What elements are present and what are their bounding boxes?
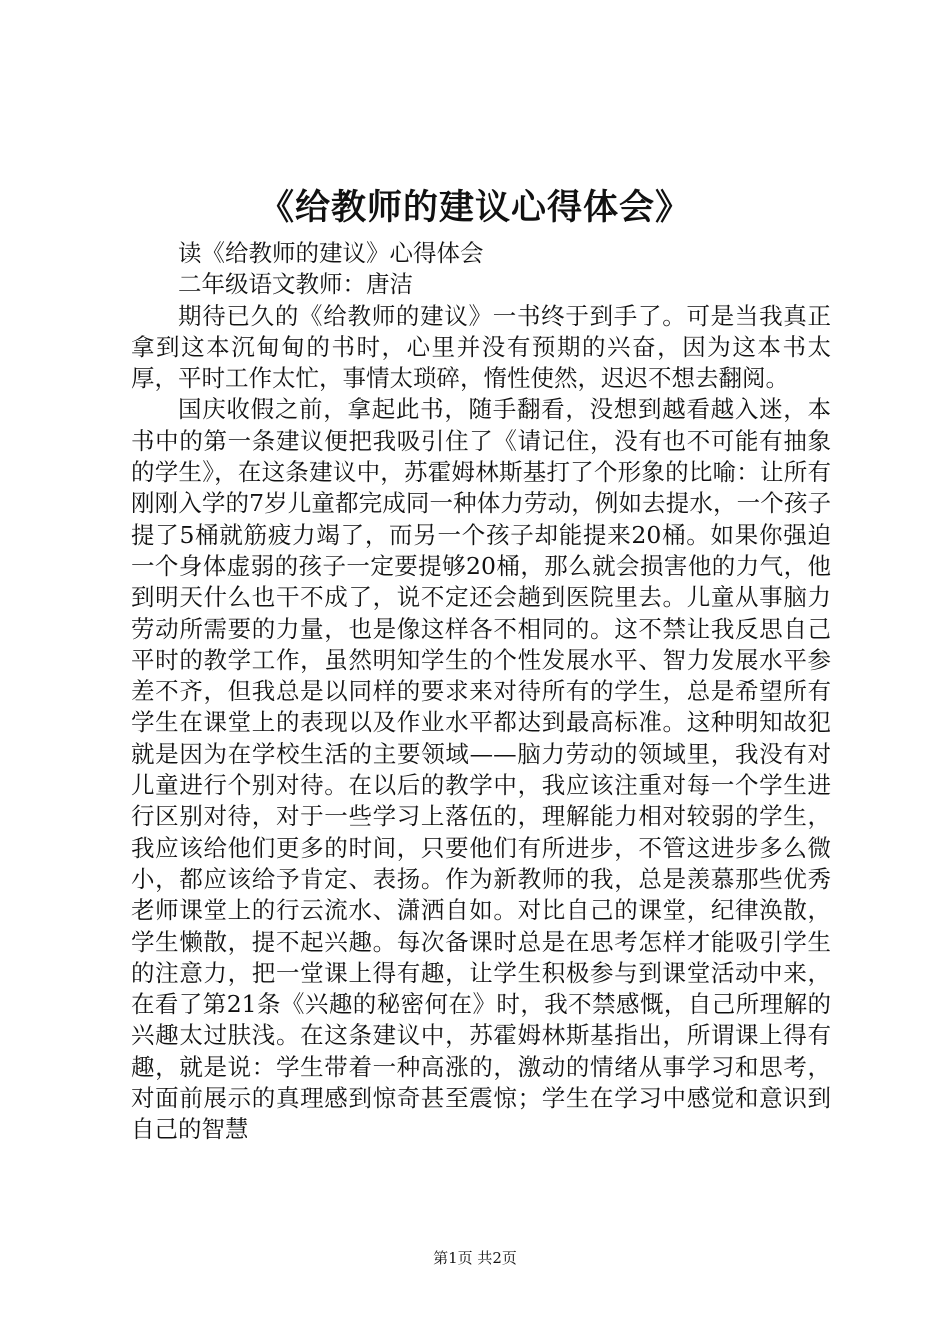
document-body — [131, 238, 831, 1146]
author-line: 二年级语文教师：唐洁 — [178, 270, 413, 299]
document-title: 《给教师的建议心得体会》 — [258, 187, 691, 228]
page-footer: 第1页 共2页 — [433, 1249, 517, 1267]
subtitle-line: 读《给教师的建议》心得体会 — [178, 239, 484, 267]
paragraph: 期待已久的《给教师的建议》一书终于到手了。可是当我真正拿到这本沉甸甸的书时，心里并没有预期的兴奋，因为这本书太厚，平时工作太忙，事情太琐碎，惰性使然，迟迟不想去翻阅。 — [131, 301, 831, 393]
paragraph: 国庆收假之前，拿起此书，随手翻看，没想到越看越入迷，本书中的第一条建议便把我吸引住了《请记住，没有也不可能有抽象的学生》，在这条建议中，苏霍姆林斯基打了个形象的比喻：让所有刚刚入学的7岁儿童都完成同一种体力劳动，例如去提水，一个孩子提了5桶就筋疲力竭了，而另一个孩子却能提来20桶。如果你强迫一个身体虚弱的孩子一定要提够20桶，那么就会损害他的力气，他到明天什么也干不成了，说不定还会趟到医院里去。儿童从事脑力劳动所需要的力量，也是像这样各不相同的。这不禁让我反思自己平时的教学工作，虽然明知学生的个性发展水平、智力发展水平参差不齐，但我总是以同样的要求来对待所有的学生，总是希望所有学生在课堂上的表现以及作业水平都达到最高标准。这种明知故犯就是因为在学校生活的主要领域——脑力劳动的领域里，我没有对儿童进行个别对待。在以后的教学中，我应该注重对每一个学生进行区别对待，对于一些学习上落伍的，理解能力相对较弱的学生，我应该给他们更多的时间，只要他们有所进步，不管这进步多么微小，都应该给予肯定、表扬。作为新教师的我，总是羡慕那些优秀老师课堂上的行云流水、潇洒自如。对比自己的课堂，纪律涣散，学生懒散，提不起兴趣。每次备课时总是在思考怎样才能吸引学生的注意力，把一堂课上得有趣，让学生积极参与到课堂活动中来，在看了第21条《兴趣的秘密何在》时，我不禁感慨，自己所理解的兴趣太过肤浅。在这条建议中，苏霍姆林斯基指出，所谓课上得有趣，就是说：学生带着一种高涨的，激动的情绪从事学习和思考，对面前展示的真理感到惊奇甚至震惊；学生在学习中感觉和意识到自己的智慧 — [131, 395, 831, 1144]
